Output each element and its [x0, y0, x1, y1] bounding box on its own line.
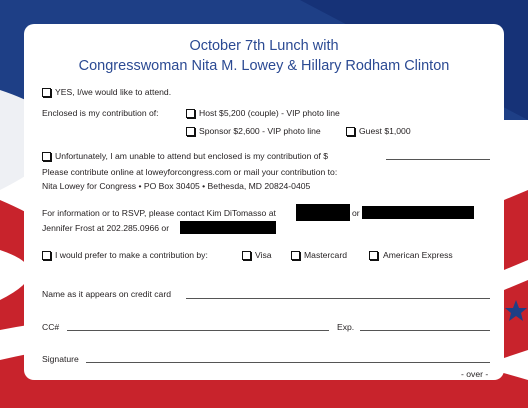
event-title: October 7th Lunch with [189, 38, 339, 54]
signature-field[interactable] [86, 362, 490, 363]
exp-label: Exp. [337, 322, 355, 332]
payment-label: I would prefer to make a contribution by: [55, 250, 208, 260]
guest-checkbox[interactable] [346, 127, 355, 136]
rsvp-line-2: Jennifer Frost at 202.285.0966 or [42, 223, 170, 233]
contribute-online-text: Please contribute online at loweyforcongress.com or mail your contribution to: [42, 167, 338, 177]
amex-label: American Express [383, 250, 453, 260]
redacted-contact-1 [296, 204, 350, 221]
host-label: Host $5,200 (couple) - VIP photo line [199, 108, 340, 118]
rsvp-or: or [352, 208, 360, 218]
mastercard-checkbox[interactable] [291, 251, 300, 260]
signature-label: Signature [42, 354, 79, 364]
invitation-card [24, 24, 504, 380]
cc-number-field[interactable] [67, 330, 329, 331]
redacted-contact-2 [362, 206, 474, 219]
redacted-contact-3 [180, 221, 276, 234]
name-field[interactable] [186, 298, 490, 299]
attend-label: YES, I/we would like to attend. [55, 87, 172, 97]
contribution-amount-field[interactable] [386, 159, 490, 160]
mastercard-label: Mastercard [304, 250, 347, 260]
name-label: Name as it appears on credit card [42, 289, 171, 299]
unable-label: Unfortunately, I am unable to attend but enclosed is my contribution of $ [55, 151, 329, 161]
over-label: - over - [461, 369, 489, 379]
visa-checkbox[interactable] [242, 251, 251, 260]
enclosed-label: Enclosed is my contribution of: [42, 108, 159, 118]
amex-checkbox[interactable] [369, 251, 378, 260]
sponsor-checkbox[interactable] [186, 127, 195, 136]
sponsor-label: Sponsor $2,600 - VIP photo line [199, 126, 321, 136]
visa-label: Visa [255, 250, 272, 260]
cc-label: CC# [42, 322, 60, 332]
guest-label: Guest $1,000 [359, 126, 411, 136]
mailing-address: Nita Lowey for Congress • PO Box 30405 • Bethesda, MD 20824-0405 [42, 181, 311, 191]
unable-checkbox[interactable] [42, 152, 51, 161]
attend-checkbox[interactable] [42, 88, 51, 97]
rsvp-text: For information or to RSVP, please contact Kim DiTomasso at [42, 208, 276, 218]
host-checkbox[interactable] [186, 109, 195, 118]
event-subtitle: Congresswoman Nita M. Lowey & Hillary Rodham Clinton [78, 58, 450, 74]
card-payment-checkbox[interactable] [42, 251, 51, 260]
exp-field[interactable] [360, 330, 490, 331]
